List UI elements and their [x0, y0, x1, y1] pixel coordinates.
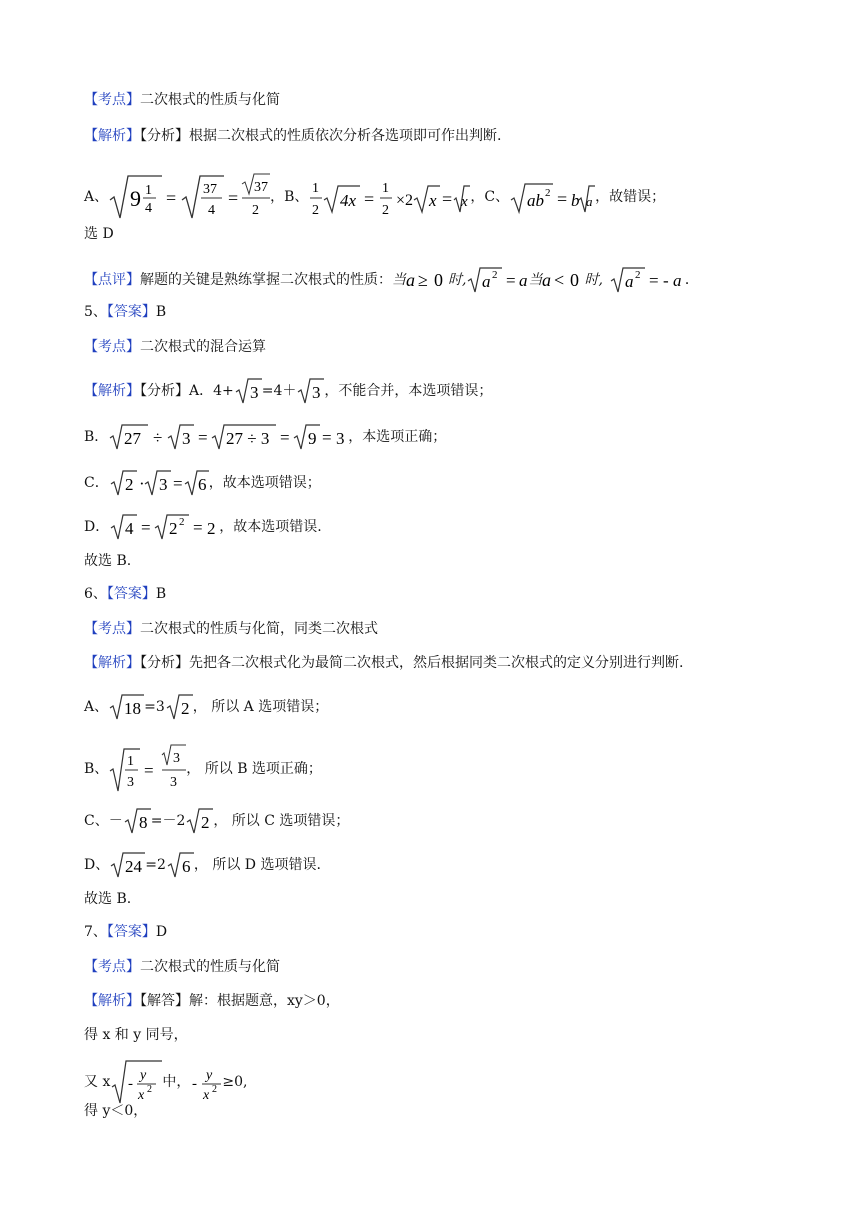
- text: ，不能合并，本选项错误；: [324, 383, 493, 399]
- fenxi-label: 【分析】: [140, 128, 189, 144]
- svg-text:4: 4: [145, 201, 153, 216]
- formula-sqrt27-div-sqrt3: [108, 422, 348, 452]
- text: 得 x 和 y 同号，: [84, 1027, 188, 1043]
- jiexi-5-d: [84, 510, 322, 544]
- svg-text:3: 3: [249, 383, 259, 402]
- svg-text:y: y: [206, 1068, 213, 1083]
- text: 解：根据题意，xy＞0，: [189, 993, 340, 1009]
- answer-7: [84, 922, 167, 942]
- text: ≥0,: [222, 1074, 248, 1090]
- text: C、－: [84, 813, 123, 829]
- svg-text:18: 18: [124, 699, 142, 718]
- svg-text:2: 2: [201, 813, 210, 832]
- jiexi-7: [84, 991, 340, 1011]
- answer-value: D: [155, 924, 168, 940]
- answer-value: B: [155, 586, 167, 602]
- svg-text:2: 2: [207, 519, 216, 538]
- formula-sqrt-2: [165, 692, 193, 722]
- jiexi-text: 根据二次根式的性质依次分析各选项即可作出判断.: [189, 128, 502, 144]
- answer-tag: 【答案】: [106, 304, 156, 320]
- kaodian-text: 二次根式的混合运算: [140, 339, 266, 355]
- text: 先把各二次根式化为最简二次根式，然后根据同类二次根式的定义分别进行判断.: [189, 655, 684, 671]
- question-number: 7、: [84, 924, 107, 940]
- svg-text:2: 2: [634, 269, 641, 281]
- text: C．: [84, 475, 109, 491]
- conclusion-6: [84, 889, 131, 909]
- svg-text:x: x: [429, 191, 437, 210]
- text: A．4+: [189, 383, 234, 399]
- svg-text:y: y: [140, 1068, 147, 1083]
- text: 故选 B.: [84, 891, 132, 907]
- text: 中，: [162, 1074, 191, 1090]
- kaodian-text: 二次根式的性质与化简，同类二次根式: [140, 621, 378, 637]
- dianping-when-1: 当: [392, 272, 406, 288]
- kaodian-7: [84, 957, 280, 977]
- formula-sqrt4-eq-sqrt2sq: [109, 512, 219, 542]
- formula-a-ge-0: [406, 265, 448, 295]
- jiexi-5-a: [84, 374, 492, 408]
- text: 又 x: [84, 1074, 111, 1090]
- kaodian-tag: 【考点】: [84, 92, 140, 108]
- formula-sqrt-9-1-4: [108, 172, 270, 222]
- jiexi-5-c: [84, 466, 321, 500]
- svg-text:6: 6: [181, 857, 191, 876]
- dianping-end: ．: [684, 272, 699, 288]
- option-6d: [84, 848, 321, 882]
- svg-text:=: =: [648, 271, 659, 290]
- svg-text:2: 2: [169, 519, 178, 538]
- text: =－2: [150, 813, 186, 829]
- text: ，故本选项错误.: [219, 519, 322, 535]
- answer-6: [84, 584, 166, 604]
- formula-sqrt-neg-y-over-x2: [110, 1057, 162, 1107]
- svg-text:=: =: [166, 188, 177, 208]
- svg-text:27 ÷ 3: 27 ÷ 3: [226, 429, 270, 448]
- svg-text:=: =: [228, 188, 239, 208]
- option-6b: [84, 734, 322, 804]
- svg-text:=: =: [141, 518, 151, 537]
- conclusion-5: [84, 551, 131, 571]
- svg-text:2: 2: [180, 699, 190, 718]
- formula-sqrt-24: [109, 850, 145, 880]
- line-jiexi-4: [84, 126, 501, 146]
- svg-text:<: <: [554, 270, 565, 290]
- jiexi-7-d: [84, 1101, 147, 1121]
- svg-text:a: a: [586, 194, 593, 209]
- jiexi-tag: 【解析】: [84, 383, 140, 399]
- svg-text:=: =: [193, 518, 203, 537]
- formula-sqrt-2: [185, 806, 213, 836]
- option-6a: [84, 690, 328, 724]
- svg-text:1: 1: [127, 754, 135, 769]
- svg-text:9: 9: [308, 429, 317, 448]
- fenxi-label: 【分析】: [140, 383, 189, 399]
- text: ，本选项正确；: [348, 429, 447, 445]
- svg-text:2: 2: [124, 475, 134, 494]
- jiexi-tag: 【解析】: [84, 128, 140, 144]
- svg-text:2: 2: [179, 516, 185, 528]
- text: D．: [84, 519, 110, 535]
- option-c-label: ，C、: [470, 189, 510, 205]
- kaodian-5: [84, 337, 266, 357]
- dianping-text: 解题的关键是熟练掌握二次根式的性质：: [140, 272, 392, 288]
- choice-text: 选 D: [84, 226, 114, 242]
- kaodian-tag: 【考点】: [84, 621, 140, 637]
- answer-value: B: [155, 304, 167, 320]
- svg-text:-: -: [192, 1076, 198, 1092]
- jiexi-5-b: [84, 420, 446, 454]
- svg-text:9: 9: [130, 186, 142, 211]
- svg-text:a: a: [519, 271, 528, 290]
- formula-sqrt-8: [123, 806, 151, 836]
- svg-text:4: 4: [208, 203, 216, 218]
- kaodian-text: 二次根式的性质与化简: [140, 959, 280, 975]
- svg-text:2: 2: [312, 203, 320, 218]
- svg-text:b: b: [571, 191, 580, 210]
- svg-text:=: =: [322, 428, 332, 447]
- svg-text:2: 2: [492, 269, 498, 281]
- svg-text:·: ·: [138, 474, 145, 493]
- text: B．: [84, 429, 109, 445]
- svg-text:x: x: [461, 194, 469, 210]
- text: ， 所以 B 选项正确；: [186, 761, 322, 777]
- text: =3: [144, 699, 165, 715]
- text: 故选 B.: [84, 553, 132, 569]
- svg-text:2: 2: [147, 1084, 153, 1095]
- formula-sqrt-a2-eq-a: [466, 265, 528, 295]
- svg-text:37: 37: [254, 180, 269, 195]
- svg-text:2: 2: [252, 203, 260, 218]
- option-a-label: A、: [84, 189, 109, 205]
- svg-text:3: 3: [127, 775, 135, 790]
- line-dianping: [84, 262, 699, 298]
- svg-text:4: 4: [125, 519, 134, 538]
- svg-text:1: 1: [145, 183, 153, 198]
- text: ， 所以 D 选项错误.: [193, 857, 321, 873]
- formula-sqrt-3: [234, 376, 262, 406]
- option-6c: [84, 804, 349, 838]
- svg-text:-: -: [128, 1076, 134, 1092]
- svg-text:6: 6: [197, 475, 207, 494]
- svg-text:a: a: [406, 270, 415, 290]
- jiexi-6: [84, 653, 683, 673]
- svg-text:x: x: [138, 1088, 145, 1103]
- svg-text:÷: ÷: [153, 428, 163, 447]
- formula-a-lt-0: [542, 265, 584, 295]
- formula-sqrt-1-3: [108, 743, 186, 795]
- option-c-result: ，故错误；: [595, 189, 666, 205]
- jiexi-tag: 【解析】: [84, 655, 140, 671]
- text: A、: [84, 699, 109, 715]
- text: ， 所以 A 选项错误；: [192, 699, 329, 715]
- svg-text:3: 3: [336, 429, 345, 448]
- text: B、: [84, 761, 109, 777]
- svg-text:3: 3: [170, 775, 178, 790]
- line-answer-choice: [84, 224, 114, 244]
- text: =2: [145, 857, 166, 873]
- formula-half-sqrt-4x: [308, 172, 470, 222]
- svg-text:-: -: [662, 271, 669, 290]
- svg-text:37: 37: [203, 182, 218, 197]
- line-options-4: [84, 172, 665, 222]
- svg-text:=: =: [280, 428, 290, 447]
- svg-text:=: =: [172, 474, 183, 493]
- svg-text:×2: ×2: [396, 192, 414, 209]
- text: ， 所以 C 选项错误；: [213, 813, 350, 829]
- svg-text:a: a: [624, 272, 634, 291]
- formula-sqrt2-times-sqrt3: [109, 468, 209, 498]
- answer-tag: 【答案】: [106, 924, 156, 940]
- svg-text:=: =: [557, 189, 568, 209]
- jiexi-tag: 【解析】: [84, 993, 140, 1009]
- kaodian-tag: 【考点】: [84, 959, 140, 975]
- question-number: 6、: [84, 586, 107, 602]
- svg-text:1: 1: [382, 181, 390, 196]
- kaodian-tag: 【考点】: [84, 339, 140, 355]
- svg-text:0: 0: [570, 270, 580, 290]
- formula-sqrt-a2-eq-neg-a: [609, 265, 685, 295]
- dianping-shi-1: 时,: [448, 272, 467, 288]
- dianping-when-2: 当: [528, 272, 543, 288]
- answer-tag: 【答案】: [106, 586, 156, 602]
- text: =4＋: [261, 383, 297, 399]
- formula-sqrt-18: [108, 692, 144, 722]
- question-number: 5、: [84, 304, 107, 320]
- svg-text:2: 2: [212, 1084, 218, 1095]
- formula-sqrt-6: [166, 850, 194, 880]
- svg-text:=: =: [442, 189, 453, 209]
- line-kaodian-4: [84, 90, 280, 110]
- jieda-label: 【解答】: [140, 993, 189, 1009]
- kaodian-6: [84, 619, 378, 639]
- svg-text:2: 2: [382, 203, 390, 218]
- svg-text:a: a: [672, 271, 682, 290]
- jiexi-7-b: [84, 1025, 188, 1045]
- svg-text:a: a: [482, 272, 491, 291]
- text: D、: [84, 857, 110, 873]
- answer-5: [84, 302, 166, 322]
- svg-text:1: 1: [312, 181, 320, 196]
- dianping-shi-2: 时,: [584, 272, 603, 288]
- svg-text:a: a: [542, 270, 552, 290]
- text: 得 y＜0，: [84, 1103, 148, 1119]
- fenxi-label: 【分析】: [140, 655, 189, 671]
- svg-text:24: 24: [125, 857, 143, 876]
- svg-text:≥: ≥: [418, 270, 428, 290]
- svg-text:8: 8: [138, 813, 148, 832]
- option-b-label: ，B、: [270, 189, 309, 205]
- svg-text:3: 3: [182, 429, 191, 448]
- svg-text:=: =: [364, 189, 375, 209]
- formula-sqrt-3: [296, 376, 324, 406]
- svg-text:4x: 4x: [340, 191, 357, 210]
- formula-sqrt-ab2: [509, 172, 595, 222]
- kaodian-text: 二次根式的性质与化简: [140, 92, 280, 108]
- svg-text:=: =: [506, 271, 517, 290]
- svg-text:3: 3: [158, 475, 168, 494]
- formula-neg-y-over-x2: [190, 1057, 222, 1107]
- svg-text:0: 0: [434, 270, 443, 290]
- svg-text:=: =: [198, 428, 208, 447]
- svg-text:3: 3: [312, 383, 321, 402]
- svg-text:ab: ab: [527, 191, 545, 210]
- svg-text:2: 2: [545, 187, 551, 199]
- svg-text:=: =: [144, 761, 154, 780]
- svg-text:3: 3: [173, 751, 181, 766]
- svg-text:27: 27: [124, 429, 142, 448]
- svg-text:x: x: [203, 1088, 210, 1103]
- text: ，故本选项错误；: [208, 475, 321, 491]
- dianping-tag: 【点评】: [84, 272, 140, 288]
